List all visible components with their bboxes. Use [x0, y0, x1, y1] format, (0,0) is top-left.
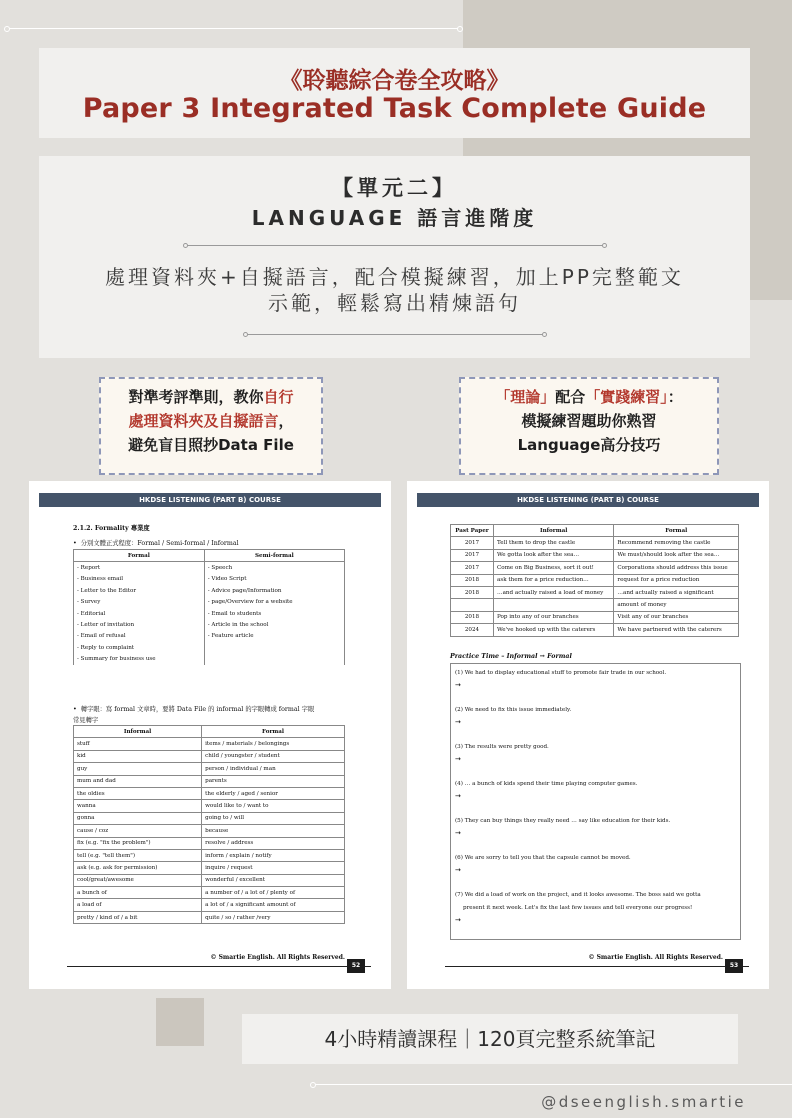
- table-cell: Pop into any of our branches: [493, 611, 613, 623]
- table-cell: - Reply to complaint: [74, 642, 205, 653]
- table-cell: quite / so / rather /very: [202, 911, 345, 923]
- callout-text: 避免盲目照抄Data File: [128, 436, 294, 454]
- table-cell: [204, 642, 344, 653]
- table-row: [74, 787, 345, 799]
- practice-question: (1) We had to display educational stuff to promote fair trade in our school.: [455, 670, 667, 676]
- table-cell: - Editorial: [74, 608, 205, 619]
- footer-text: © Smartie English. All Rights Reserved.: [210, 954, 345, 961]
- table-header: Informal: [493, 525, 613, 537]
- table-cell: inquire / request: [202, 862, 345, 874]
- table-cell: 2017: [451, 537, 494, 549]
- table-cell: a bunch of: [74, 887, 202, 899]
- preview-page-53: [407, 481, 769, 989]
- table-row: [74, 585, 345, 596]
- callout-highlight: 自行: [263, 388, 294, 406]
- page-number: 53: [725, 959, 743, 973]
- table-cell: We've hooked up with the caterers: [493, 624, 613, 636]
- table-cell: cool/great/awesome: [74, 874, 202, 886]
- table-cell: request for a price reduction: [614, 574, 739, 586]
- table-row: [451, 611, 739, 623]
- table-row: [74, 825, 345, 837]
- answer-arrow-icon: →: [455, 755, 461, 763]
- table-row: [74, 837, 345, 849]
- table-row: [74, 631, 345, 642]
- table-header: Formal: [74, 550, 205, 562]
- callout-text: ：: [667, 388, 683, 406]
- course-banner: 4小時精讀課程｜120頁完整系統筆記: [242, 1014, 738, 1064]
- table-cell: 2024: [451, 624, 494, 636]
- table-cell: - Article in the school: [204, 619, 344, 630]
- table-row: [451, 549, 739, 561]
- table-cell: child / youngster / student: [202, 750, 345, 762]
- table-row: [74, 874, 345, 886]
- callout-practice: [459, 377, 719, 475]
- table-cell: would like to / want to: [202, 800, 345, 812]
- practice-question: (3) The results were pretty good.: [455, 744, 549, 750]
- practice-box: [450, 663, 741, 940]
- table-cell: items / materials / belongings: [202, 738, 345, 750]
- table-cell: - Report: [74, 562, 205, 574]
- table-cell: [493, 599, 613, 611]
- table-cell: ask them for a price reduction…: [493, 574, 613, 586]
- answer-arrow-icon: →: [455, 718, 461, 726]
- preview-page-52: [29, 481, 391, 989]
- table-cell: - Summary for business use: [74, 654, 205, 665]
- social-handle: @dseenglish.smartie: [541, 1093, 746, 1111]
- page-footer: [67, 954, 371, 969]
- divider: [185, 245, 605, 246]
- bullet-text-content: 轉字眼：寫 formal 文章時，要將 Data File 的 informal 的字眼轉成 formal 字眼: [80, 706, 315, 713]
- table-cell: We have partnered with the caterers: [614, 624, 739, 636]
- table-row: [74, 574, 345, 585]
- divider: [245, 334, 545, 335]
- answer-arrow-icon: →: [455, 829, 461, 837]
- unit-description-line: 處理資料夾+自擬語言，配合模擬練習，加上PP完整範文: [105, 265, 684, 289]
- table-row: [74, 800, 345, 812]
- callout-highlight: 處理資料夾及自擬語言: [128, 412, 279, 430]
- table-cell: 2018: [451, 586, 494, 598]
- section-title: 2.1.2. Formality 專業度: [73, 525, 150, 532]
- table-row: [74, 738, 345, 750]
- table-cell: because: [202, 825, 345, 837]
- table-cell: the oldies: [74, 787, 202, 799]
- bullet-text: • 轉字眼：寫 formal 文章時，要將 Data File 的 informal 的字眼轉成 formal 字眼: [73, 706, 315, 713]
- table-header: Semi-formal: [204, 550, 344, 562]
- practice-question: (5) They can buy things they really need … say like education for their kids.: [455, 818, 671, 824]
- table-row: [74, 750, 345, 762]
- past-paper-table: [450, 524, 739, 637]
- table-cell: resolve / address: [202, 837, 345, 849]
- table-cell: Corporations should address this issue: [614, 562, 739, 574]
- table-cell: - Survey: [74, 597, 205, 608]
- title-chinese: 《聆聽綜合卷全攻略》: [279, 68, 510, 94]
- table-row: [74, 562, 345, 574]
- unit-description-line: 示範，輕鬆寫出精煉語句: [268, 291, 521, 315]
- table-cell: - Advice page/Information: [204, 585, 344, 596]
- unit-description: [59, 264, 730, 316]
- table-cell: - Letter to the Editor: [74, 585, 205, 596]
- table-cell: inform / explain / notify: [202, 849, 345, 861]
- table-header: Formal: [614, 525, 739, 537]
- table-cell: stuff: [74, 738, 202, 750]
- answer-arrow-icon: →: [455, 792, 461, 800]
- table-row: [451, 599, 739, 611]
- footer-text: © Smartie English. All Rights Reserved.: [588, 954, 723, 961]
- table-cell: - page/Overview for a website: [204, 597, 344, 608]
- callout-text: 模擬練習題助你熟習: [521, 412, 657, 430]
- callout-highlight: 「理論」: [495, 388, 556, 406]
- table-cell: Visit any of our branches: [614, 611, 739, 623]
- table-cell: the elderly / aged / senior: [202, 787, 345, 799]
- table-cell: ask (e.g. ask for permission): [74, 862, 202, 874]
- table-row: [451, 537, 739, 549]
- callout-highlight: 「實踐練習」: [585, 388, 668, 406]
- unit-name: LANGUAGE 語言進階度: [251, 206, 538, 230]
- word-table: [73, 725, 345, 924]
- table-header: Formal: [202, 726, 345, 738]
- table-row: [74, 597, 345, 608]
- table-row: [451, 574, 739, 586]
- callout-text: ，: [278, 412, 294, 430]
- table-row: [74, 911, 345, 923]
- table-cell: person / individual / man: [202, 763, 345, 775]
- table-cell: - Feature article: [204, 631, 344, 642]
- table-header: Informal: [74, 726, 202, 738]
- table-row: [451, 562, 739, 574]
- table-row: [74, 619, 345, 630]
- table-cell: Come on Big Business, sort it out!: [493, 562, 613, 574]
- table-cell: a load of: [74, 899, 202, 911]
- answer-arrow-icon: →: [455, 866, 461, 874]
- table-cell: fix (e.g. "fix the problem"): [74, 837, 202, 849]
- table-cell: a number of / a lot of / plenty of: [202, 887, 345, 899]
- table-cell: amount of money: [614, 599, 739, 611]
- page-number: 52: [347, 959, 365, 973]
- table-cell: 2017: [451, 562, 494, 574]
- page-header: HKDSE LISTENING (PART B) COURSE: [417, 493, 759, 507]
- callout-text: 對準考評準則，教你: [128, 388, 264, 406]
- formal-table: [73, 549, 345, 665]
- table-cell: 2018: [451, 611, 494, 623]
- table-cell: Recommend removing the castle: [614, 537, 739, 549]
- table-row: [74, 812, 345, 824]
- practice-question: (4) … a bunch of kids spend their time playing computer games.: [455, 781, 638, 787]
- table-row: [74, 775, 345, 787]
- table-cell: - Business email: [74, 574, 205, 585]
- table-cell: cause / coz: [74, 825, 202, 837]
- table-row: [74, 849, 345, 861]
- table-cell: - Email to students: [204, 608, 344, 619]
- table-cell: wonderful / excellent: [202, 874, 345, 886]
- answer-arrow-icon: →: [455, 916, 461, 924]
- answer-arrow-icon: →: [455, 681, 461, 689]
- table-cell: [451, 599, 494, 611]
- decorative-square: [156, 998, 204, 1046]
- table-cell: …and actually raised a load of money: [493, 586, 613, 598]
- table-cell: a lot of / a significant amount of: [202, 899, 345, 911]
- page-footer: [445, 954, 749, 969]
- table-cell: tell (e.g. "tell them"): [74, 849, 202, 861]
- table-row: [74, 899, 345, 911]
- sub-heading: 常見轉字: [73, 717, 99, 724]
- table-cell: 2017: [451, 549, 494, 561]
- table-cell: - Speech: [204, 562, 344, 574]
- table-row: [74, 887, 345, 899]
- callout-assessment: [99, 377, 323, 475]
- table-cell: - Letter of invitation: [74, 619, 205, 630]
- table-cell: …and actually raised a significant: [614, 586, 739, 598]
- practice-title: Practice Time – Informal → Formal: [450, 653, 572, 660]
- unit-panel: [39, 156, 750, 358]
- table-row: [74, 862, 345, 874]
- decorative-line: [312, 1084, 792, 1085]
- table-cell: going to / will: [202, 812, 345, 824]
- table-cell: kid: [74, 750, 202, 762]
- table-row: [451, 586, 739, 598]
- table-row: [74, 654, 345, 665]
- title-english: Paper 3 Integrated Task Complete Guide: [82, 93, 707, 124]
- table-cell: wanna: [74, 800, 202, 812]
- table-cell: gonna: [74, 812, 202, 824]
- table-header: Past Paper: [451, 525, 494, 537]
- table-cell: We must/should look after the sea…: [614, 549, 739, 561]
- decorative-line: [6, 28, 461, 29]
- table-cell: - Email of refusal: [74, 631, 205, 642]
- page-header: HKDSE LISTENING (PART B) COURSE: [39, 493, 381, 507]
- table-cell: mum and dad: [74, 775, 202, 787]
- practice-question: (6) We are sorry to tell you that the capsule cannot be moved.: [455, 855, 631, 861]
- bullet-text-content: 分別文體正式程度：Formal / Semi-formal / Informal: [80, 540, 239, 547]
- table-cell: [204, 654, 344, 665]
- table-cell: - Video Script: [204, 574, 344, 585]
- callout-text: 配合: [555, 388, 586, 406]
- table-cell: pretty / kind of / a bit: [74, 911, 202, 923]
- table-cell: 2018: [451, 574, 494, 586]
- practice-question: (7) We did a load of work on the project, and it looks awesome. The boss said we gotta: [455, 892, 701, 898]
- table-row: [74, 608, 345, 619]
- unit-label: 【單元二】: [332, 176, 457, 200]
- table-row: [74, 763, 345, 775]
- table-row: [451, 624, 739, 636]
- practice-question: (2) We need to fix this issue immediately.: [455, 707, 572, 713]
- title-banner: [39, 48, 750, 138]
- practice-question: present it next week. Let's fix the last few issues and tell everyone our progress!: [463, 905, 693, 911]
- table-cell: parents: [202, 775, 345, 787]
- table-cell: guy: [74, 763, 202, 775]
- callout-text: Language高分技巧: [517, 436, 661, 454]
- table-cell: Tell them to drop the castle: [493, 537, 613, 549]
- bullet-text: • 分別文體正式程度：Formal / Semi-formal / Informal: [73, 540, 239, 547]
- table-row: [74, 642, 345, 653]
- table-cell: We gotta look after the sea…: [493, 549, 613, 561]
